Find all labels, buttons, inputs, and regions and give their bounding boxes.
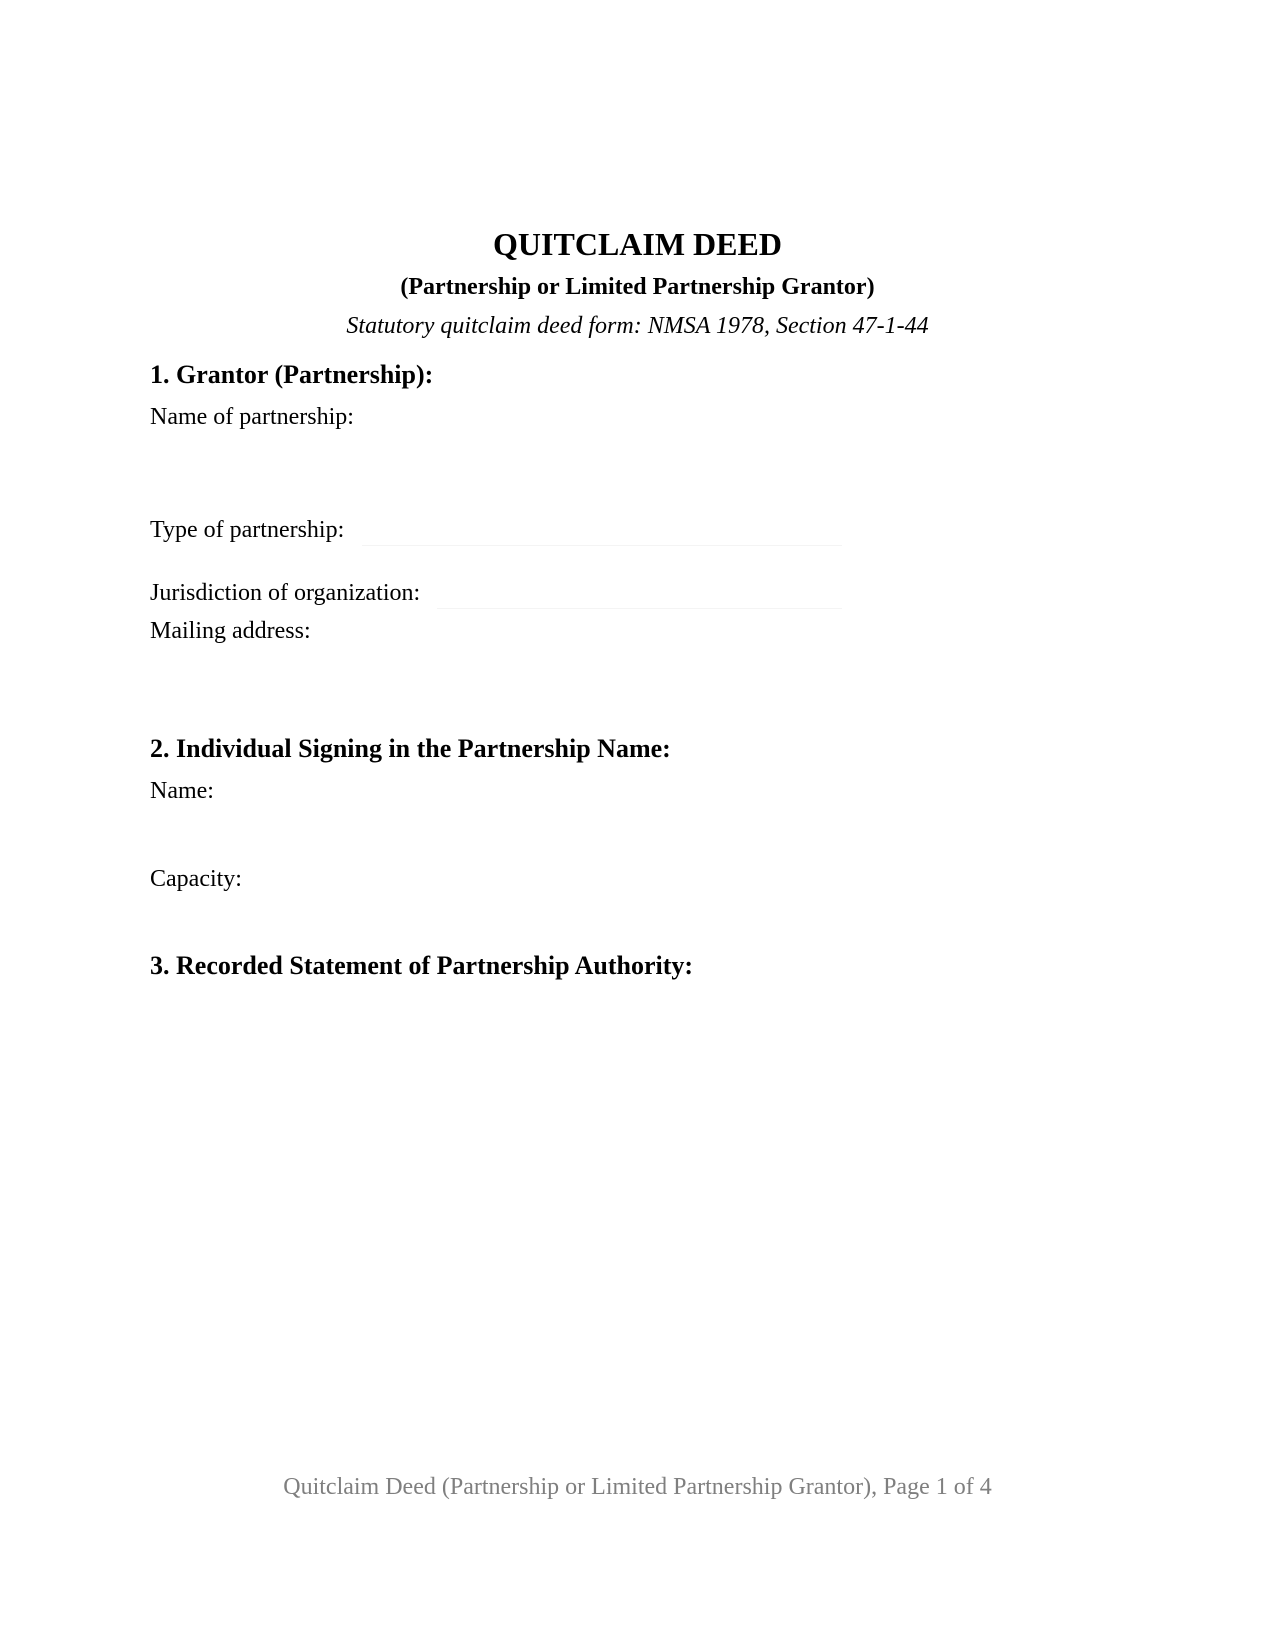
signer-capacity-label: Capacity: (150, 866, 242, 892)
section-grantor-heading: 1. Grantor (Partnership): (150, 360, 434, 389)
document-title: QUITCLAIM DEED (493, 226, 782, 262)
jurisdiction-field[interactable] (437, 608, 842, 609)
jurisdiction-label: Jurisdiction of organization: (150, 580, 421, 606)
document-subtitle: (Partnership or Limited Partnership Grantor) (400, 274, 875, 300)
page-footer: Quitclaim Deed (Partnership or Limited Partnership Grantor), Page 1 of 4 (283, 1474, 992, 1500)
signer-name-label: Name: (150, 778, 214, 804)
section-authority-heading: 3. Recorded Statement of Partnership Authority: (150, 951, 694, 980)
statute-reference: Statutory quitclaim deed form: NMSA 1978, Section 47-1-44 (346, 313, 929, 339)
partnership-name-label: Name of partnership: (150, 404, 354, 430)
partnership-type-label: Type of partnership: (150, 517, 345, 543)
mailing-address-label: Mailing address: (150, 618, 311, 644)
partnership-type-field[interactable] (362, 545, 842, 546)
section-signer-heading: 2. Individual Signing in the Partnership Name: (150, 734, 671, 763)
